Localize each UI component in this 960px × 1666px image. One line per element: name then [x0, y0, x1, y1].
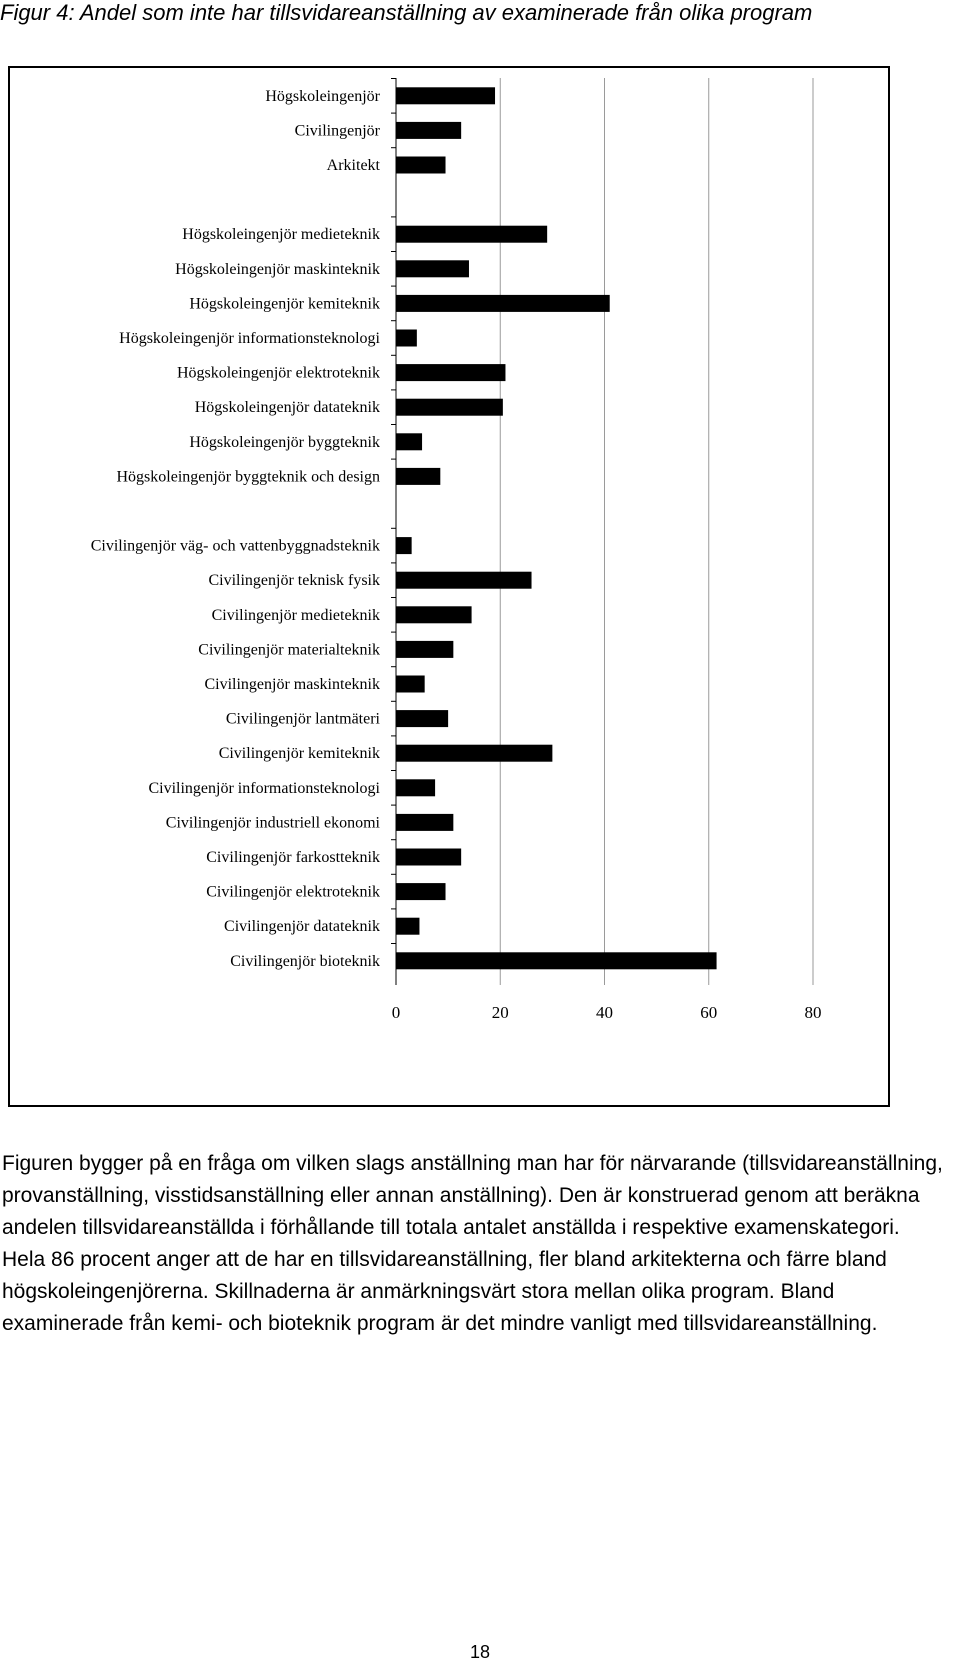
figure-description — [2, 1148, 952, 1340]
category-label: Högskoleingenjör byggteknik — [189, 433, 380, 451]
description-paragraph-2: Hela 86 procent anger att de har en tillsvidareanställning, fler bland arkitekterna och färre bland högskoleingenjörerna. Skillnaderna är anmärkningsvärt stora mellan olika program. Bland examinerade från kemi- och bioteknik program är det mindre vanligt med tillsvidareanställning. — [2, 1248, 887, 1335]
description-paragraph-1: Figuren bygger på en fråga om vilken slags anställning man har för närvarande (tillsvidareanställning, provanställning, visstidsanställning eller annan anställning). Den är konstruerad genom att beräkna andelen tillsvidareanställda i förhållande till totala antalet anställda i respektive examenskategori. — [2, 1152, 943, 1239]
bar — [396, 260, 469, 277]
bar — [396, 330, 417, 347]
category-label: Högskoleingenjör informationsteknologi — [119, 330, 380, 347]
category-label: Civilingenjör farkostteknik — [206, 849, 380, 866]
bar — [396, 537, 412, 554]
category-label: Civilingenjör kemiteknik — [218, 745, 380, 763]
bar — [396, 952, 717, 969]
category-label: Civilingenjör medieteknik — [211, 606, 380, 624]
bar — [396, 710, 448, 727]
bar — [396, 849, 461, 866]
bar — [396, 883, 446, 900]
bar — [396, 814, 453, 831]
figure-title: Figur 4: Andel som inte har tillsvidareanställning av examinerade från olika program — [0, 0, 813, 25]
bar — [396, 399, 503, 416]
x-tick-label: 60 — [700, 1003, 718, 1022]
x-tick-label: 20 — [491, 1003, 509, 1022]
category-label: Högskoleingenjör medieteknik — [182, 226, 380, 244]
category-label: Högskoleingenjör kemiteknik — [189, 295, 380, 313]
bar — [396, 433, 422, 450]
x-tick-label: 0 — [391, 1003, 401, 1022]
bar — [396, 468, 440, 485]
category-label: Högskoleingenjör elektroteknik — [176, 364, 380, 382]
bar — [396, 918, 419, 935]
bar — [396, 87, 495, 104]
bar — [396, 779, 435, 796]
category-label: Högskoleingenjör — [265, 87, 380, 105]
category-label: Civilingenjör informationsteknologi — [148, 779, 380, 797]
category-label: Civilingenjör datateknik — [224, 918, 380, 936]
bar — [396, 295, 610, 312]
page-number: 18 — [470, 1642, 491, 1662]
category-label: Högskoleingenjör byggteknik och design — [116, 468, 380, 486]
category-label: Civilingenjör — [294, 122, 380, 140]
x-tick-label: 80 — [804, 1003, 822, 1022]
category-label: Civilingenjör lantmäteri — [225, 710, 380, 728]
bar — [396, 364, 505, 381]
x-tick-label: 40 — [596, 1003, 613, 1022]
category-label: Civilingenjör väg- och vattenbyggnadsteknik — [90, 537, 380, 555]
bar — [396, 606, 472, 623]
category-label: Civilingenjör maskinteknik — [204, 676, 380, 693]
bar — [396, 572, 532, 589]
category-label: Civilingenjör teknisk fysik — [208, 572, 380, 590]
bar — [396, 745, 552, 762]
bar — [396, 676, 425, 693]
bar — [396, 226, 547, 243]
category-label: Civilingenjör materialteknik — [198, 641, 380, 659]
category-label: Civilingenjör industriell ekonomi — [165, 814, 380, 832]
category-label: Högskoleingenjör datateknik — [194, 399, 380, 417]
category-label: Civilingenjör bioteknik — [230, 952, 380, 970]
category-label: Högskoleingenjör maskinteknik — [175, 260, 380, 278]
category-label: Civilingenjör elektroteknik — [206, 883, 380, 901]
bar — [396, 157, 446, 174]
bar — [396, 122, 461, 139]
category-label: Arkitekt — [326, 157, 380, 174]
bar — [396, 641, 453, 658]
